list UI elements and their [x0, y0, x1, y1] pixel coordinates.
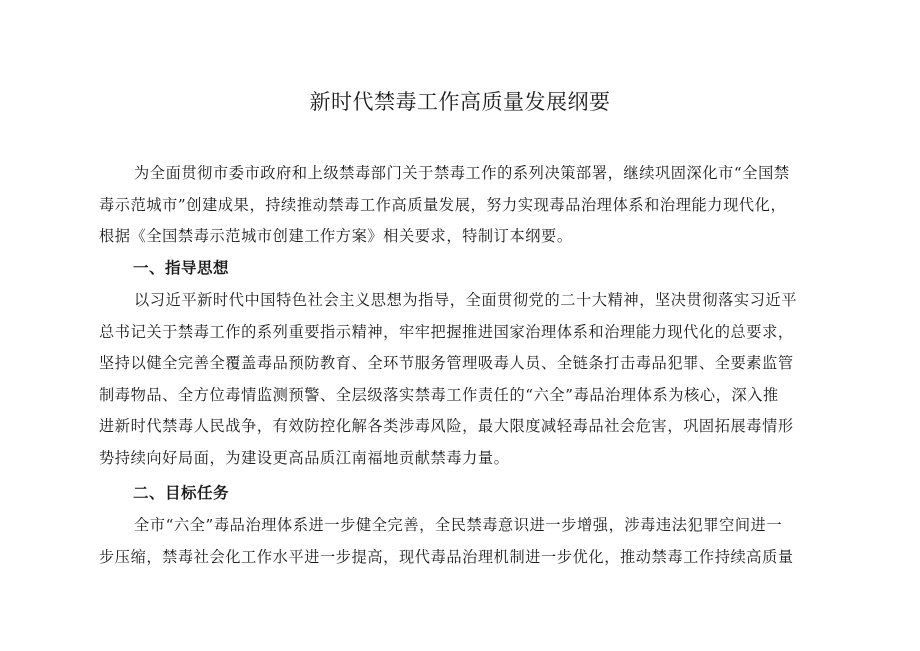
goals-tasks-paragraph — [99, 510, 825, 573]
paragraph-line: 以习近平新时代中国特色社会主义思想为指导，全面贯彻党的二十大精神，坚决贯彻落实习近平 — [134, 291, 798, 309]
section-heading-goals-tasks: 二、目标任务 — [133, 484, 230, 502]
guiding-ideology-paragraph — [99, 285, 825, 474]
paragraph-line: 步压缩，禁毒社会化工作水平进一步提高，现代毒品治理机制进一步优化，推动禁毒工作持续高质量 — [99, 547, 794, 566]
intro-paragraph — [99, 158, 825, 253]
paragraph-line: 根据《全国禁毒示范城市创建工作方案》相关要求，特制订本纲要。 — [99, 227, 573, 245]
document-title: 新时代禁毒工作高质量发展纲要 — [309, 90, 611, 114]
paragraph-line: 坚持以健全完善全覆盖毒品预防教育、全环节服务管理吸毒人员、全链条打击毒品犯罪、全要素监管 — [99, 354, 794, 372]
paragraph-line: 势持续向好局面，为建设更高品质江南福地贡献禁毒力量。 — [99, 448, 510, 467]
paragraph-line: 进新时代禁毒人民战争，有效防控化解各类涉毒风险，最大限度减轻毒品社会危害，巩固拓展毒情形 — [99, 417, 794, 435]
section-heading-guiding-ideology: 一、指导思想 — [133, 259, 230, 277]
paragraph-line: 全市“六全”毒品治理体系进一步健全完善，全民禁毒意识进一步增强，涉毒违法犯罪空间进一 — [134, 516, 783, 534]
paragraph-line: 制毒物品、全方位毒情监测预警、全层级落实禁毒工作责任的“六全”毒品治理体系为核心，深入推 — [99, 385, 779, 404]
paragraph-line: 毒示范城市”创建成果，持续推动禁毒工作高质量发展，努力实现毒品治理体系和治理能力现代化， — [99, 195, 787, 214]
paragraph-line: 为全面贯彻市委市政府和上级禁毒部门关于禁毒工作的系列决策部署，继续巩固深化市“全国禁 — [134, 164, 790, 182]
paragraph-line: 总书记关于禁毒工作的系列重要指示精神，牢牢把握推进国家治理体系和治理能力现代化的总要求， — [99, 322, 794, 341]
